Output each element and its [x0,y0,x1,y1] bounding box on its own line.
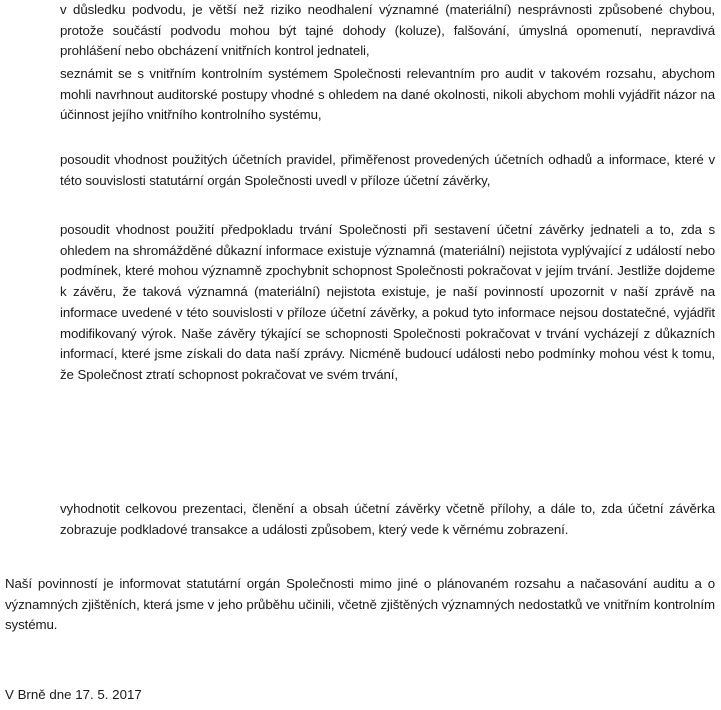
place-and-date: V Brně dne 17. 5. 2017 [5,687,142,702]
list-item-accounting-policies: posoudit vhodnost použitých účetních pravidel, přiměřenost provedených účetních odhadů a informace, které v této souvislosti statutární orgán Společnosti uvedl v příloze účetní závěrky, [60,152,715,188]
list-item-overall-presentation: vyhodnotit celkovou prezentaci, členění a obsah účetní závěrky včetně přílohy, a dále to, zda účetní závěrka zobrazuje podkladové transakce a události způsobem, který vede k věrnému zobrazení. [60,501,715,537]
list-item-internal-control: seznámit se s vnitřním kontrolním systémem Společnosti relevantním pro audit v takovém rozsahu, abychom mohli navrhnout auditorské postupy vhodné s ohledem na dané okolnosti, nikoli abychom mohli vyjádřit názor na účinnost jejího vnitřního kontrolního systému, [60,66,715,123]
list-item-going-concern: posoudit vhodnost použití předpokladu trvání Společnosti při sestavení účetní závěrky jednateli a to, zda s ohledem na shromážděné důkazní informace existuje významná (materiální) nejistota vyplývající z událostí nebo podmínek, které mohou významně zpochybnit schopnost Společnosti pokračovat v jejím trvání. Jestliže dojdeme k závěru, že taková významná (materiální) nejistota existuje, je naší povinností upozornit v naší zprávě na informace uvedené v této souvislosti v příloze účetní závěrky, a pokud tyto informace nejsou dostatečné, vyjádřit modifikovaný výrok. Naše závěry týkající se schopnosti Společnosti pokračovat v trvání vycházejí z důkazních informací, které jsme získali do data naší zprávy. Nicméně budoucí události nebo podmínky mohou vést k tomu, že Společnost ztratí schopnost pokračovat ve svém trvání, [60,222,715,382]
list-item-fraud-risk: v důsledku podvodu, je větší než riziko neodhalení významné (materiální) nesprávnosti způsobené chybou, protože součástí podvodu mohou být tajné dohody (koluze), falšování, úmyslná opomenutí, nepravdivá prohlášení nebo obcházení vnitřních kontrol jednateli, [60,2,715,59]
closing-paragraph: Naší povinností je informovat statutární orgán Společnosti mimo jiné o plánovaném rozsahu a načasování auditu a o významných zjištěních, která jsme v jeho průběhu učinili, včetně zjištěných významných nedostatků ve vnitřním kontrolním systému. [5,576,715,633]
